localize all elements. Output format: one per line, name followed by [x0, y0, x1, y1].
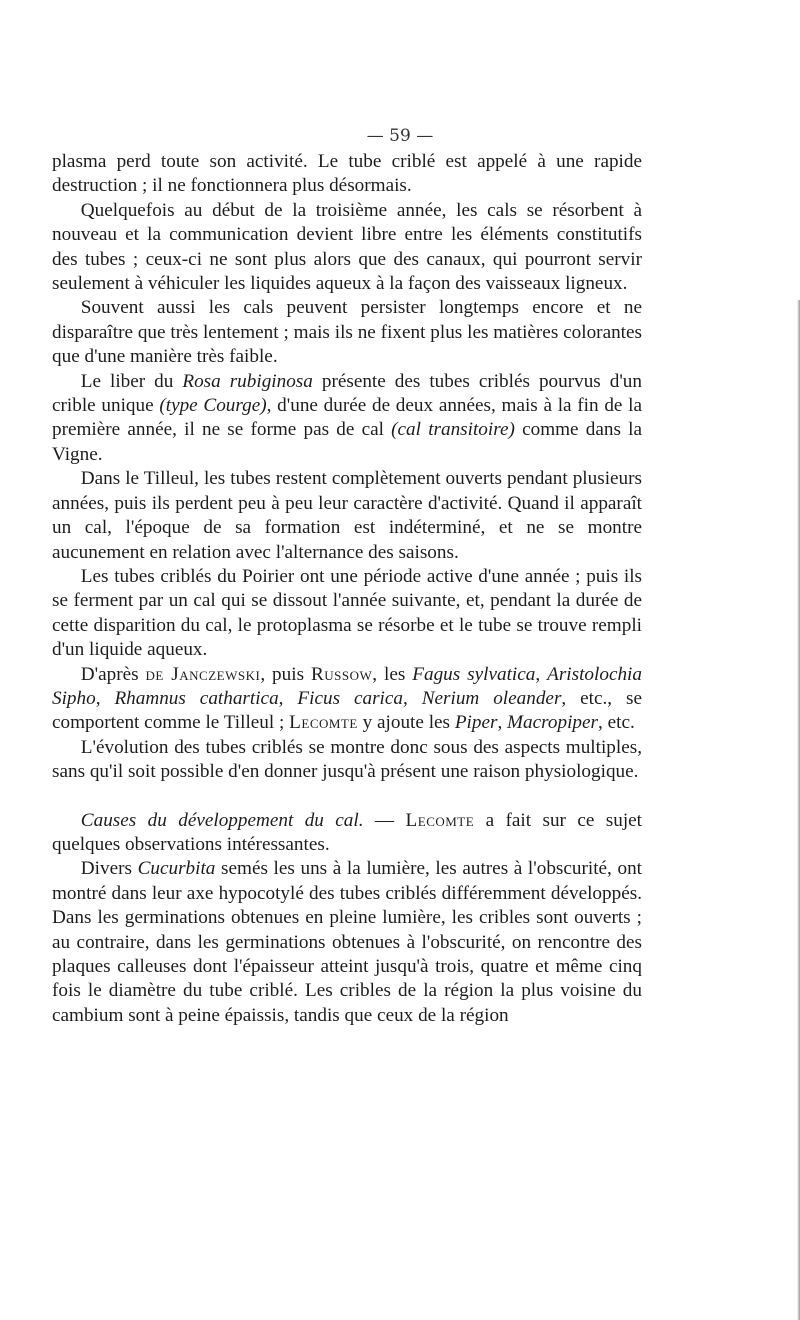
body-text	[52, 150, 642, 1028]
paragraph-5: Dans le Tilleul, les tubes restent complètement ouverts pendant plusieurs années, puis ils perdent peu à peu leur caractère d'activité. Quand il apparaît un cal, l'époque de sa formation est indéterminé, et ne se montre aucunement en relation avec l'alternance des saisons.	[52, 468, 642, 563]
paragraph-4	[52, 370, 642, 468]
text-run: ,	[535, 663, 548, 685]
paragraph-1: plasma perd toute son activité. Le tube criblé est appelé à une rapide destruction ; il ne fonctionnera plus désormais.	[52, 151, 642, 197]
text-run: Divers	[80, 858, 138, 880]
paragraph-10	[52, 857, 642, 1028]
text-run: , d'une durée de deux années, mais à la fin de la première année, il ne se forme pas de cal	[52, 395, 642, 441]
type-note: (type Courge)	[159, 395, 267, 417]
paragraph-2: Quelquefois au début de la troisième année, les cals se résorbent à nouveau et la communication devient libre entre les éléments constitutifs des tubes ; ceux-ci ne sont plus alors que des canaux, qui pourront servir seulement à véhiculer les liquides aqueux à la façon des vaisseaux ligneux.	[52, 199, 642, 295]
author-name: Russow	[310, 663, 373, 685]
text-run: ,	[497, 712, 508, 734]
author-name: de Janczewski	[145, 663, 261, 685]
text-run: ,	[278, 687, 298, 709]
text-run: comme dans la Vigne.	[52, 419, 642, 465]
species-name: Cucurbita	[137, 858, 216, 880]
text-run: Le liber du	[80, 370, 183, 392]
text-run: , puis	[260, 663, 311, 685]
paragraph-3: Souvent aussi les cals peuvent persister longtemps encore et ne disparaître que très lentement ; mais ils ne fixent plus les matières colorantes que d'une manière très faible.	[52, 297, 642, 368]
species-name: Nerium oleander	[421, 687, 562, 709]
species-name: Rosa rubiginosa	[182, 370, 313, 392]
text-run: présente des tubes criblés pourvus d'un crible unique	[52, 370, 642, 417]
species-name: Aristolochia Sipho	[52, 663, 642, 709]
page-number: — 59 —	[366, 126, 434, 146]
author-name: Lecomte	[405, 809, 475, 831]
section-heading: Causes du développement du cal.	[80, 809, 364, 831]
species-name: Macropiper	[507, 712, 598, 734]
species-name: Fagus sylvatica	[412, 663, 536, 685]
paragraph-8: L'évolution des tubes criblés se montre donc sous des aspects multiples, sans qu'il soit possible d'en donner jusqu'à présent une raison physiologique.	[52, 736, 642, 783]
text-run: a fait sur ce sujet quelques observations intéressantes.	[52, 809, 643, 855]
species-name: Rhamnus cathartica	[114, 687, 279, 709]
text-run: ,	[95, 687, 115, 709]
text-run: , etc.	[598, 712, 635, 734]
text-run: —	[363, 809, 406, 831]
text-run: , les	[372, 663, 413, 685]
species-name: Ficus carica	[297, 687, 403, 709]
species-name: Piper	[454, 712, 498, 734]
text-run: semés les uns à la lumière, les autres à l'obscurité, ont montré dans leur axe hypocotylé des tubes criblés différemment développés. Dans les germinations obtenues en pleine lumière, les cribles sont ouverts ; au contraire, dans les germinations obtenues à l'obscurité, on rencontre des plaques calleuses dont l'épaisseur atteint jusqu'à trois, quatre et même cinq fois le diamètre du tube criblé. Les cribles de la région la plus voisine du cambium sont à peine épaissis, tandis que ceux de la région	[52, 858, 642, 1026]
text-run: , etc., se comportent comme le Tilleul ;	[52, 687, 643, 734]
section-paragraph	[52, 809, 642, 858]
text-run: y ajoute les	[357, 712, 455, 734]
text-run: D'après	[80, 663, 146, 685]
cal-note: (cal transitoire)	[391, 419, 515, 441]
paragraph-7	[52, 663, 642, 736]
text-run: ,	[402, 687, 422, 709]
author-name: Lecomte	[289, 712, 358, 734]
paragraph-6: Les tubes criblés du Poirier ont une période active d'une année ; puis ils se ferment par un cal qui se dissout l'année suivante, et, pendant la durée de cette disparition du cal, le protoplasma se résorbe et le tube se trouve rempli d'un liquide aqueux.	[52, 565, 642, 661]
